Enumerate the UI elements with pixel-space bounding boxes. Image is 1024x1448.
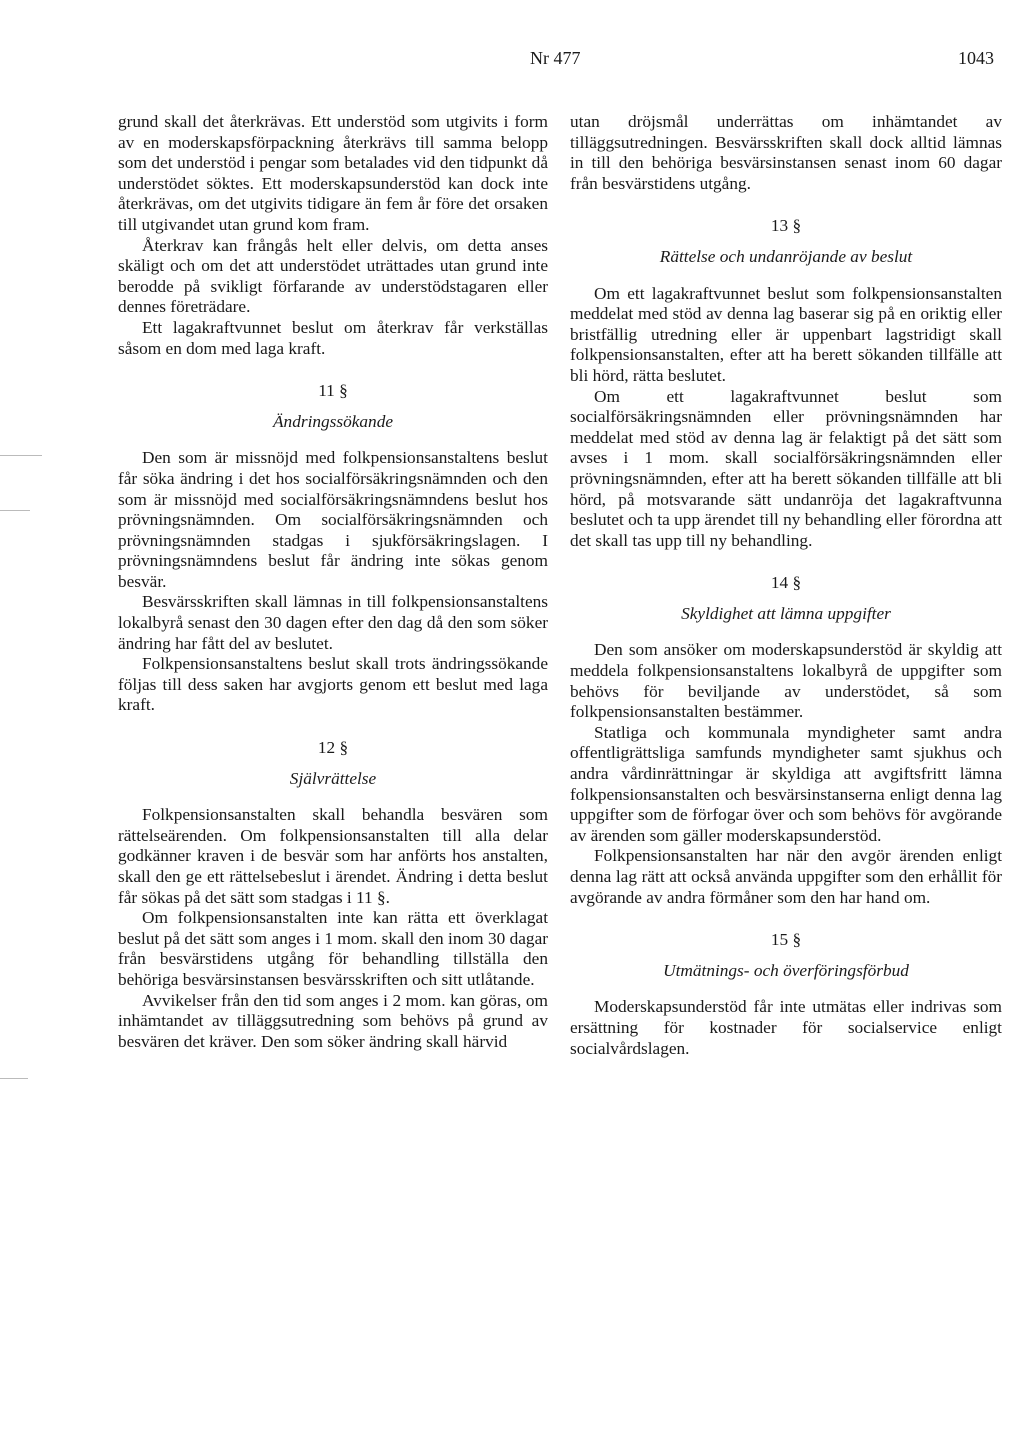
section-number: 13 § (770, 216, 802, 236)
paragraph: Avvikelser från den tid som anges i 2 mom. kan göras, om inhämtandet av tilläggsutredning som behövs på grund av besvären det kräver. Den som söker ändring skall härvid (118, 990, 548, 1051)
paragraph: Besvärsskriften skall lämnas in till folkpensionsanstaltens lokalbyrå senast den 30 dagen efter den dag då den som söker ändring har fått del av beslutet. (118, 592, 548, 653)
paragraph: Folkpensionsanstaltens beslut skall trots ändringssökande följas till dess saken har avgjorts genom ett beslut med laga kraft. (118, 654, 548, 715)
section-number: 12 § (317, 738, 349, 758)
paragraph: Om folkpensionsanstalten inte kan rätta ett överklagat beslut på det sätt som anges i 1 mom. skall den inom 30 dagar från besvärstidens utgång för behandling tillställa den behöriga besvärsinstansen besvärsskriften och sitt utlåtande. (118, 908, 548, 989)
page-number: 1043 (958, 48, 994, 68)
section-title: Utmätnings- och överföringsförbud (663, 960, 909, 980)
paragraph: Ett lagakraftvunnet beslut om återkrav får verkställas såsom en dom med laga kraft. (118, 317, 548, 358)
page-header-issue: Nr 477 (530, 48, 581, 68)
paragraph: Om ett lagakraftvunnet beslut som folkpensionsanstalten meddelat med stöd av denna lag baserar sig på en oriktig eller bristfällig utredning eller är uppenbart lagstridigt skall folkpensionsanstalten, efter att ha berett sökanden tillfälle att bli hörd, rätta beslutet. (570, 283, 1002, 385)
left-column (118, 112, 548, 1052)
margin-scan-mark (0, 455, 42, 456)
paragraph: Moderskapsunderstöd får inte utmätas eller indrivas som ersättning för kostnader för socialservice enligt socialvårdslagen. (570, 997, 1002, 1058)
margin-scan-mark (0, 1078, 28, 1079)
paragraph: grund skall det återkrävas. Ett understöd som utgivits i form av en moderskapsförpackning återkrävs till samma belopp som det understöd i pengar som betalades vid den tidpunkt då understödet söktes. Ett moderskapsunderstöd kan dock inte återkrävas, om det utgivits tidigare än fem år före det orsaken till utgivandet utan grund kom fram. (118, 112, 548, 234)
section-title: Rättelse och undanröjande av beslut (659, 246, 913, 266)
paragraph: Folkpensionsanstalten har när den avgör ärenden enligt denna lag rätt att också använda uppgifter som den erhållit för avgörande av andra förmåner som den har hand om. (570, 846, 1002, 907)
paragraph: Om ett lagakraftvunnet beslut som socialförsäkringsnämnden eller prövningsnämnden har meddelat med stöd av denna lag är felaktigt på det sätt som avses i 1 mom. skall socialförsäkringsnämnden eller prövningsnämnden, efter att ha berett sökanden tillfälle att bli hörd, på motsvarande sätt undanröja det lagakraftvunna beslutet och ta upp ärendet till ny behandling eller förordna att det skall tas upp till ny behandling. (570, 386, 1002, 550)
section-title: Självrättelse (289, 768, 377, 788)
paragraph: Återkrav kan frångås helt eller delvis, om detta anses skäligt och om det att understödet uträttades utan grund inte berodde på svikligt förfarande av understödstagaren eller dennes företrädare. (118, 235, 548, 317)
section-number: 11 § (318, 381, 348, 401)
margin-scan-mark (0, 510, 30, 511)
paragraph: Folkpensionsanstalten skall behandla besvären som rättelseärenden. Om folkpensionsanstalten till alla delar godkänner kraven i de besvär som har anförts hos anstalten, skall den ge ett rättelsebeslut i ärendet. Ändring i detta beslut får sökas på det sätt som stadgas i 11 §. (118, 805, 548, 907)
paragraph: utan dröjsmål underrättas om inhämtandet av tilläggsutredningen. Besvärsskriften skall dock alltid lämnas in till den behöriga besvärsinstansen senast inom 60 dagar från besvärstidens utgång. (570, 112, 1002, 193)
right-column (570, 112, 1002, 1059)
section-title: Skyldighet att lämna uppgifter (681, 603, 891, 623)
section-title: Ändringssökande (273, 411, 393, 431)
section-number: 15 § (770, 930, 802, 950)
paragraph: Den som ansöker om moderskapsunderstöd är skyldig att meddela folkpensionsanstaltens lokalbyrå de uppgifter som behövs för beviljande av understödet, så som folkpensionsanstalten bestämmer. (570, 640, 1002, 722)
paragraph: Statliga och kommunala myndigheter samt andra offentligrättsliga samfunds myndigheter samt sjukhus och andra vårdinrättningar är skyldiga att avgiftsfritt lämna folkpensionsanstalten och besvärsinstanserna enligt denna lag uppgifter som de förfogar över och som behövs för avgörande av ärenden som gäller moderskapsunderstöd. (570, 722, 1002, 845)
section-number: 14 § (770, 573, 802, 593)
paragraph: Den som är missnöjd med folkpensionsanstaltens beslut får söka ändring i det hos socialförsäkringsnämnden och den som är missnöjd med socialförsäkringsnämndens beslut hos prövningsnämnden. Om socialförsäkringsnämnden och prövningsnämnden stadgas i sjukförsäkringslagen. I prövningsnämndens beslut får ändring inte sökas genom besvär. (118, 448, 548, 591)
